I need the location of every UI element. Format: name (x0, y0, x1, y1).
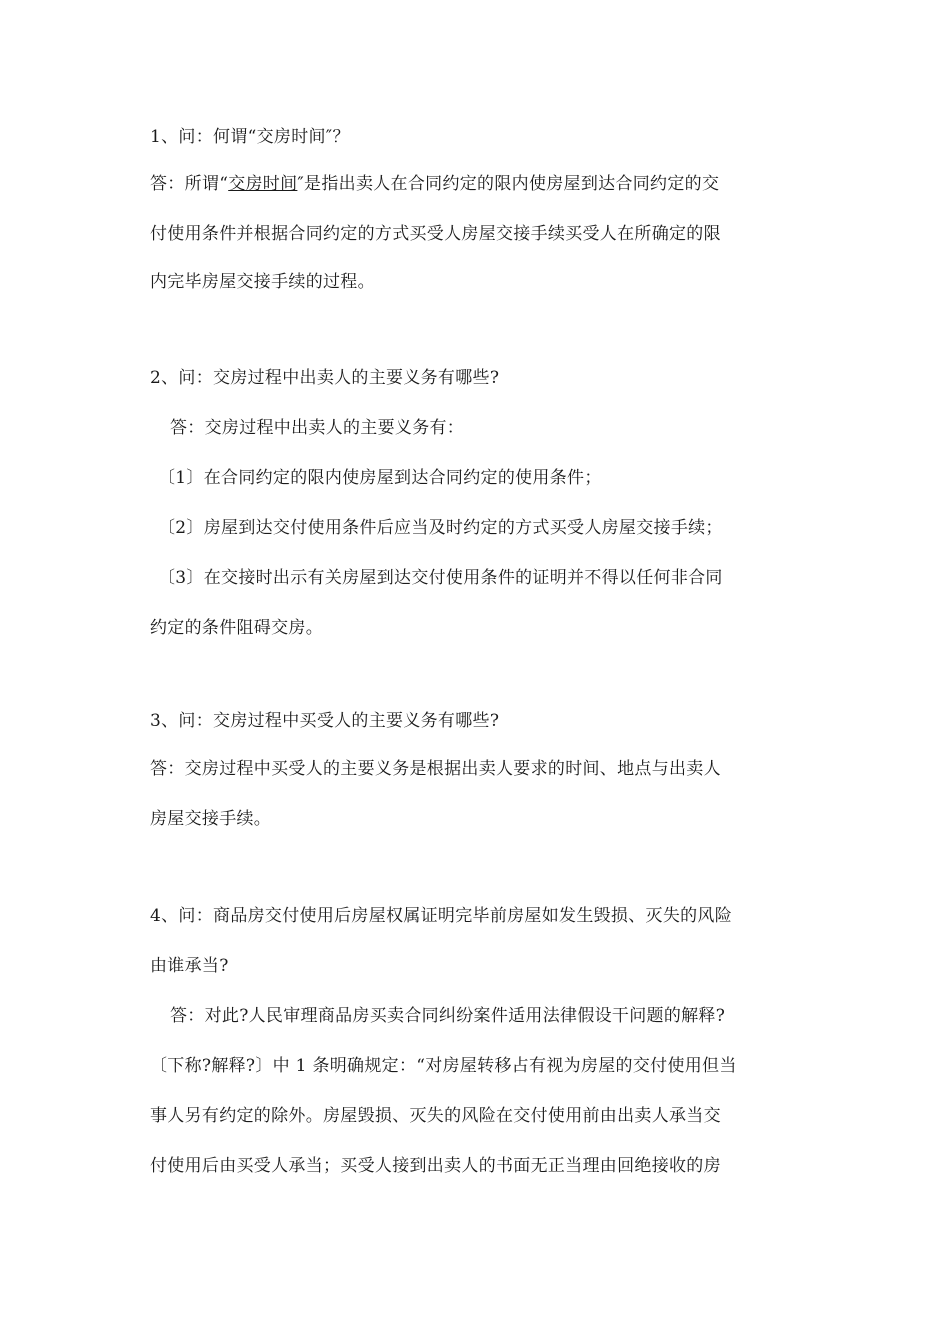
answer-1-line-2: 付使用条件并根据合同约定的方式买受人房屋交接手续买受人在所确定的限 (150, 224, 721, 244)
question-1: 1、问：何谓“交房时间″？ (150, 127, 350, 147)
question-4-line-1: 4、问：商品房交付使用后房屋权属证明完毕前房屋如发生毁损、灭失的风险 (150, 906, 733, 926)
answer-2-item-1: 〔1〕在合同约定的限内使房屋到达合同约定的使用条件； (158, 468, 602, 488)
question-3: 3、问：交房过程中买受人的主要义务有哪些? (150, 711, 500, 731)
answer-2-intro: 答：交房过程中出卖人的主要义务有： (170, 418, 465, 438)
answer-1-term: 交房时间 (228, 174, 298, 194)
answer-1-line-1-rest: ″是指出卖人在合同约定的限内使房屋到达合同约定的交 (297, 174, 720, 194)
answer-4-line-3: 事人另有约定的除外。房屋毁损、灭失的风险在交付使用前由出卖人承当交 (150, 1106, 721, 1126)
answer-2-item-3-line-1: 〔3〕在交接时出示有关房屋到达交付使用条件的证明并不得以任何非合同 (158, 568, 723, 588)
answer-4-line-2: 〔下称?解释?〕中 1 条明确规定：“对房屋转移占有视为房屋的交付使用但当 (150, 1056, 737, 1076)
answer-4-line-1: 答：对此?人民审理商品房买卖合同纠纷案件适用法律假设干问题的解释? (170, 1006, 726, 1026)
question-4-line-2: 由谁承当? (150, 956, 229, 976)
answer-3-line-2: 房屋交接手续。 (150, 809, 272, 829)
answer-2-item-3-line-2: 约定的条件阻碍交房。 (150, 618, 323, 638)
answer-3-line-1: 答：交房过程中买受人的主要义务是根据出卖人要求的时间、地点与出卖人 (150, 759, 721, 779)
answer-1-line-1 (150, 173, 719, 195)
answer-4-line-4: 付使用后由买受人承当；买受人接到出卖人的书面无正当理由回绝接收的房 (150, 1156, 721, 1176)
answer-1-prefix: 答：所谓“ (150, 174, 229, 194)
answer-1-line-3: 内完毕房屋交接手续的过程。 (150, 272, 375, 292)
question-2: 2、问：交房过程中出卖人的主要义务有哪些? (150, 368, 500, 388)
answer-2-item-2: 〔2〕房屋到达交付使用条件后应当及时约定的方式买受人房屋交接手续； (158, 518, 723, 538)
